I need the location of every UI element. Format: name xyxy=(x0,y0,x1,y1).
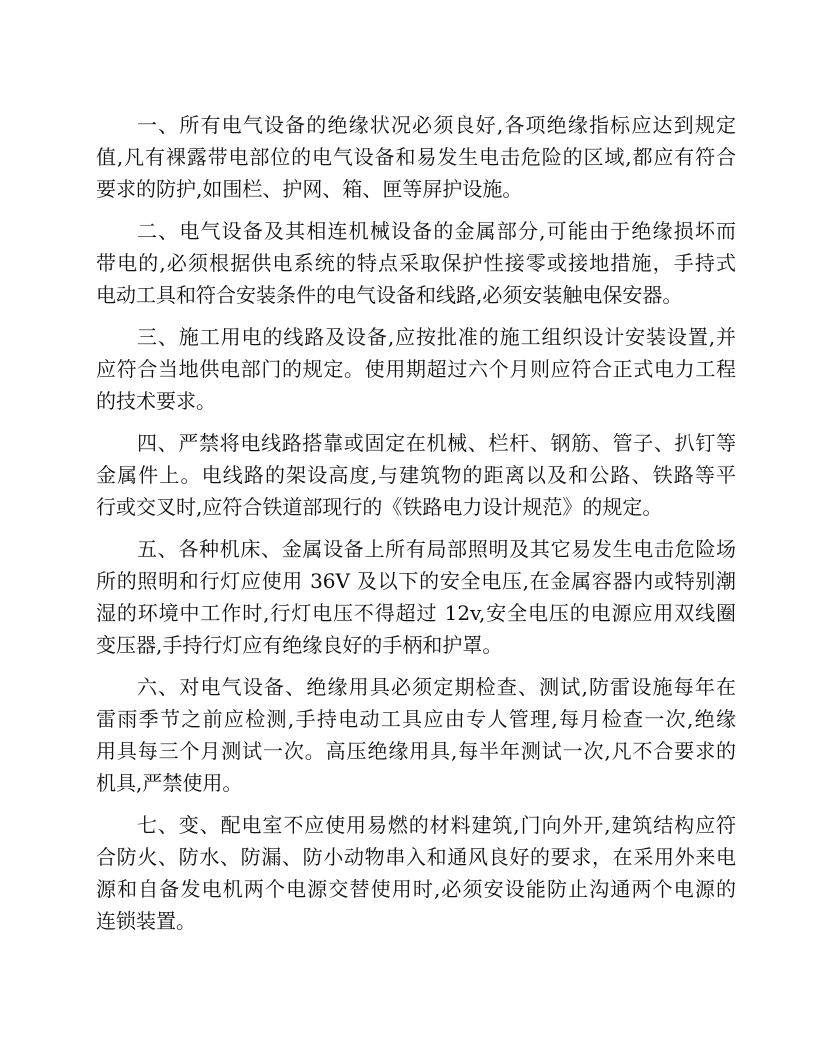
paragraph-line: 七、变、配电室不应使用易燃的材料建筑,门向外开,建筑结构应符 xyxy=(137,813,736,837)
paragraph xyxy=(96,215,736,311)
paragraph-line: 二、电气设备及其相连机械设备的金属部分,可能由于绝缘损坏而 xyxy=(137,219,736,243)
paragraph-line: 电动工具和符合安装条件的电气设备和线路,必须安装触电保安器。 xyxy=(96,283,683,307)
paragraph-line: 源和自备发电机两个电源交替使用时,必须安设能防止沟通两个电源的 xyxy=(96,877,736,901)
paragraph-line: 变压器,手持行灯应有绝缘良好的手柄和护罩。 xyxy=(96,633,503,657)
document-body xyxy=(96,109,736,947)
paragraph-line: 行或交叉时,应符合铁道部现行的《铁路电力设计规范》的规定。 xyxy=(96,495,663,519)
paragraph xyxy=(96,533,736,661)
paragraph xyxy=(96,109,736,205)
paragraph-line: 连锁装置。 xyxy=(96,909,196,933)
paragraph-line: 合防火、防水、防漏、防小动物串入和通风良好的要求，在采用外来电 xyxy=(96,845,736,869)
paragraph-line: 值,凡有裸露带电部位的电气设备和易发生电击危险的区域,都应有符合 xyxy=(96,145,736,169)
paragraph xyxy=(96,321,736,417)
paragraph-line: 的技术要求。 xyxy=(96,389,216,413)
paragraph-line: 三、施工用电的线路及设备,应按批准的施工组织设计安装设置,并 xyxy=(137,325,736,349)
paragraph xyxy=(96,671,736,799)
paragraph-line: 六、对电气设备、绝缘用具必须定期检查、测试,防雷设施每年在 xyxy=(137,675,736,699)
paragraph-line: 应符合当地供电部门的规定。使用期超过六个月则应符合正式电力工程 xyxy=(96,357,736,381)
paragraph-line: 湿的环境中工作时,行灯电压不得超过 12v,安全电压的电源应用双线圈 xyxy=(96,601,736,625)
paragraph-line: 带电的,必须根据供电系统的特点采取保护性接零或接地措施，手持式 xyxy=(96,251,736,275)
paragraph xyxy=(96,809,736,937)
paragraph-line: 一、所有电气设备的绝缘状况必须良好,各项绝缘指标应达到规定 xyxy=(137,113,736,137)
paragraph xyxy=(96,427,736,523)
paragraph-line: 五、各种机床、金属设备上所有局部照明及其它易发生电击危险场 xyxy=(137,537,736,561)
paragraph-line: 用具每三个月测试一次。高压绝缘用具,每半年测试一次,凡不合要求的 xyxy=(96,739,736,763)
paragraph-line: 金属件上。电线路的架设高度,与建筑物的距离以及和公路、铁路等平 xyxy=(96,463,736,487)
paragraph-line: 四、严禁将电线路搭靠或固定在机械、栏杆、钢筋、管子、扒钉等 xyxy=(137,431,736,455)
paragraph-line: 雷雨季节之前应检测,手持电动工具应由专人管理,每月检查一次,绝缘 xyxy=(96,707,736,731)
paragraph-line: 机具,严禁使用。 xyxy=(96,771,243,795)
paragraph-line: 要求的防护,如围栏、护网、箱、匣等屏护设施。 xyxy=(96,177,523,201)
paragraph-line: 所的照明和行灯应使用 36V 及以下的安全电压,在金属容器内或特别潮 xyxy=(96,569,736,593)
